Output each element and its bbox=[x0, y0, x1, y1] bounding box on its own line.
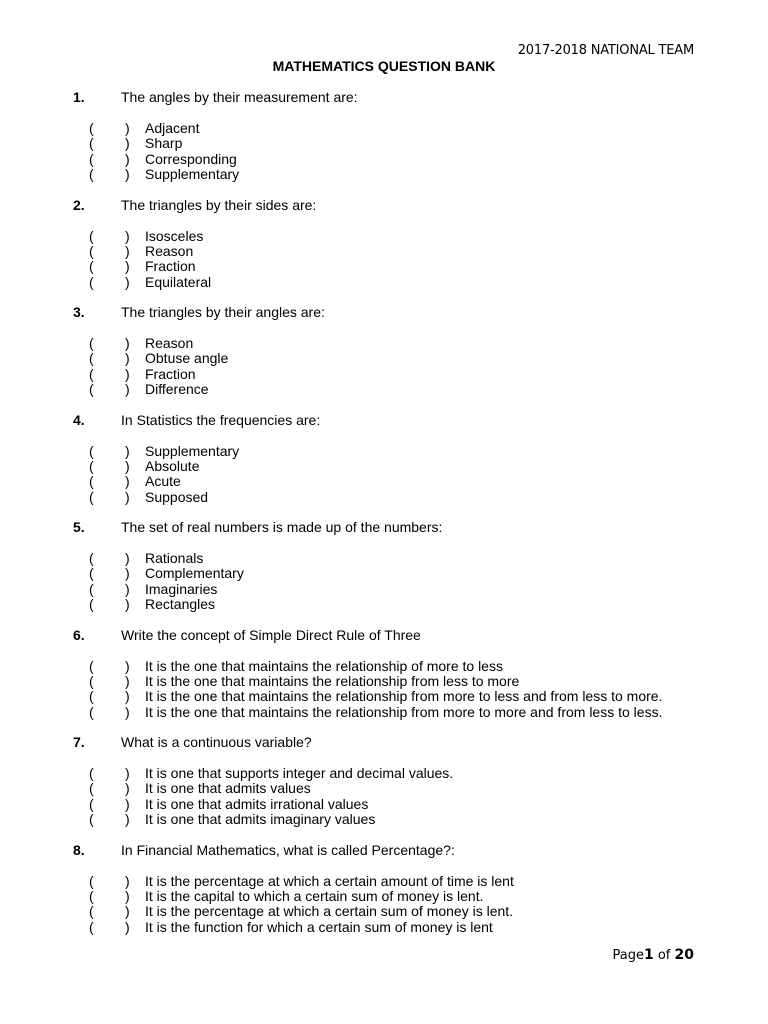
option-row[interactable] bbox=[0, 565, 768, 580]
question-text: The triangles by their angles are: bbox=[121, 304, 325, 320]
question-3 bbox=[0, 304, 768, 412]
answer-bracket-close: ) bbox=[125, 918, 130, 935]
option-text: Rectangles bbox=[145, 596, 216, 613]
answer-bracket-open: ( bbox=[89, 381, 94, 398]
option-text: It is one that admits imaginary values bbox=[145, 811, 376, 828]
question-1 bbox=[0, 89, 768, 197]
option-text: Reason bbox=[145, 242, 194, 259]
question-number: 4. bbox=[73, 411, 85, 428]
option-text: Fraction bbox=[145, 365, 196, 382]
answer-bracket-close: ) bbox=[125, 872, 130, 889]
answer-bracket-close: ) bbox=[125, 350, 130, 367]
answer-bracket-open: ( bbox=[89, 457, 94, 474]
option-text: Reason bbox=[145, 335, 194, 351]
answer-bracket-close: ) bbox=[125, 335, 130, 351]
answer-bracket-close: ) bbox=[125, 887, 130, 904]
option-row[interactable] bbox=[0, 458, 768, 473]
answer-bracket-close: ) bbox=[125, 780, 130, 797]
option-row[interactable] bbox=[0, 765, 768, 780]
option-text: Rationals bbox=[145, 550, 204, 566]
answer-bracket-close: ) bbox=[125, 565, 130, 582]
answer-bracket-open: ( bbox=[89, 903, 94, 920]
option-row[interactable] bbox=[0, 243, 768, 258]
question-header bbox=[0, 304, 768, 322]
page-label: Page bbox=[612, 948, 644, 963]
answer-bracket-close: ) bbox=[125, 381, 130, 398]
answer-bracket-close: ) bbox=[125, 227, 130, 244]
question-header bbox=[0, 519, 768, 537]
answer-bracket-open: ( bbox=[89, 242, 94, 259]
option-row[interactable] bbox=[0, 811, 768, 826]
answer-bracket-close: ) bbox=[125, 120, 130, 136]
option-row[interactable] bbox=[0, 366, 768, 381]
option-row[interactable] bbox=[0, 581, 768, 596]
option-row[interactable] bbox=[0, 919, 768, 934]
option-row[interactable] bbox=[0, 704, 768, 719]
question-number: 5. bbox=[73, 519, 85, 535]
option-row[interactable] bbox=[0, 381, 768, 396]
option-row[interactable] bbox=[0, 473, 768, 488]
option-row[interactable] bbox=[0, 903, 768, 918]
option-text: It is the one that maintains the relationship of more to less bbox=[145, 657, 503, 674]
option-row[interactable] bbox=[0, 135, 768, 150]
option-text: Supplementary bbox=[145, 442, 240, 459]
question-header bbox=[0, 842, 768, 860]
option-text: Difference bbox=[145, 381, 209, 398]
answer-bracket-open: ( bbox=[89, 887, 94, 904]
answer-bracket-close: ) bbox=[125, 258, 130, 275]
option-row[interactable] bbox=[0, 228, 768, 243]
question-8 bbox=[0, 842, 768, 950]
option-row[interactable] bbox=[0, 550, 768, 565]
answer-bracket-open: ( bbox=[89, 780, 94, 797]
page-number: 1 bbox=[643, 947, 654, 963]
option-text: Sharp bbox=[145, 135, 183, 152]
answer-bracket-close: ) bbox=[125, 242, 130, 259]
answer-bracket-open: ( bbox=[89, 120, 94, 136]
question-text: What is a continuous variable? bbox=[121, 734, 312, 750]
answer-bracket-open: ( bbox=[89, 765, 94, 781]
answer-bracket-close: ) bbox=[125, 135, 130, 152]
option-text: It is the percentage at which a certain sum of money is lent. bbox=[145, 903, 514, 920]
option-row[interactable] bbox=[0, 688, 768, 703]
option-row[interactable] bbox=[0, 873, 768, 888]
question-text: Write the concept of Simple Direct Rule of Three bbox=[121, 626, 421, 643]
option-text: It is the one that maintains the relationship from less to more bbox=[145, 672, 520, 689]
answer-bracket-close: ) bbox=[125, 688, 130, 705]
answer-bracket-open: ( bbox=[89, 580, 94, 597]
answer-bracket-open: ( bbox=[89, 872, 94, 889]
question-number: 8. bbox=[73, 841, 85, 858]
question-header bbox=[0, 734, 768, 752]
option-text: Imaginaries bbox=[145, 580, 218, 597]
question-7 bbox=[0, 734, 768, 842]
answer-bracket-open: ( bbox=[89, 166, 94, 183]
answer-bracket-open: ( bbox=[89, 135, 94, 152]
option-text: Fraction bbox=[145, 258, 196, 275]
answer-bracket-open: ( bbox=[89, 811, 94, 828]
option-row[interactable] bbox=[0, 335, 768, 350]
answer-bracket-open: ( bbox=[89, 565, 94, 582]
answer-bracket-open: ( bbox=[89, 596, 94, 613]
option-text: Supposed bbox=[145, 488, 209, 505]
question-number: 7. bbox=[73, 734, 85, 750]
answer-bracket-open: ( bbox=[89, 795, 94, 812]
option-text: Obtuse angle bbox=[145, 350, 229, 367]
answer-bracket-close: ) bbox=[125, 703, 130, 720]
option-row[interactable] bbox=[0, 120, 768, 135]
question-header bbox=[0, 412, 768, 430]
option-text: Equilateral bbox=[145, 273, 212, 290]
question-list bbox=[0, 89, 768, 949]
question-header bbox=[0, 627, 768, 645]
answer-bracket-open: ( bbox=[89, 335, 94, 351]
option-row[interactable] bbox=[0, 796, 768, 811]
answer-bracket-open: ( bbox=[89, 442, 94, 459]
option-text: Acute bbox=[145, 473, 181, 490]
answer-bracket-close: ) bbox=[125, 273, 130, 290]
header-team: 2017-2018 NATIONAL TEAM bbox=[517, 43, 694, 58]
answer-bracket-open: ( bbox=[89, 550, 94, 566]
question-number: 3. bbox=[73, 304, 85, 320]
question-text: The triangles by their sides are: bbox=[121, 196, 317, 213]
option-row[interactable] bbox=[0, 658, 768, 673]
answer-bracket-close: ) bbox=[125, 765, 130, 781]
question-6 bbox=[0, 627, 768, 735]
question-header bbox=[0, 89, 768, 107]
answer-bracket-open: ( bbox=[89, 473, 94, 490]
option-row[interactable] bbox=[0, 489, 768, 504]
option-row[interactable] bbox=[0, 673, 768, 688]
answer-bracket-open: ( bbox=[89, 365, 94, 382]
answer-bracket-close: ) bbox=[125, 657, 130, 674]
page-title: MATHEMATICS QUESTION BANK bbox=[272, 58, 496, 74]
answer-bracket-open: ( bbox=[89, 150, 94, 167]
answer-bracket-open: ( bbox=[89, 688, 94, 705]
answer-bracket-close: ) bbox=[125, 442, 130, 459]
answer-bracket-close: ) bbox=[125, 672, 130, 689]
answer-bracket-close: ) bbox=[125, 811, 130, 828]
question-number: 6. bbox=[73, 626, 85, 643]
answer-bracket-close: ) bbox=[125, 473, 130, 490]
answer-bracket-close: ) bbox=[125, 795, 130, 812]
option-row[interactable] bbox=[0, 888, 768, 903]
option-row[interactable] bbox=[0, 596, 768, 611]
question-number: 1. bbox=[73, 89, 85, 105]
answer-bracket-open: ( bbox=[89, 273, 94, 290]
option-row[interactable] bbox=[0, 443, 768, 458]
of-label: of bbox=[653, 948, 675, 963]
total-pages: 20 bbox=[674, 947, 694, 963]
question-5 bbox=[0, 519, 768, 627]
option-text: It is one that supports integer and decimal values. bbox=[145, 765, 454, 781]
answer-bracket-close: ) bbox=[125, 596, 130, 613]
option-text: Adjacent bbox=[145, 120, 200, 136]
answer-bracket-open: ( bbox=[89, 657, 94, 674]
answer-bracket-close: ) bbox=[125, 365, 130, 382]
option-text: Supplementary bbox=[145, 166, 240, 183]
answer-bracket-close: ) bbox=[125, 150, 130, 167]
answer-bracket-close: ) bbox=[125, 488, 130, 505]
question-text: The set of real numbers is made up of the numbers: bbox=[121, 519, 443, 535]
option-text: It is the one that maintains the relationship from more to more and from less to less. bbox=[145, 703, 663, 720]
question-2 bbox=[0, 197, 768, 305]
option-text: It is the capital to which a certain sum of money is lent. bbox=[145, 887, 484, 904]
option-text: It is the percentage at which a certain amount of time is lent bbox=[145, 872, 514, 889]
option-row[interactable] bbox=[0, 151, 768, 166]
answer-bracket-open: ( bbox=[89, 227, 94, 244]
answer-bracket-open: ( bbox=[89, 703, 94, 720]
page-footer bbox=[612, 947, 694, 963]
option-text: It is the function for which a certain sum of money is lent bbox=[145, 918, 493, 935]
question-text: The angles by their measurement are: bbox=[121, 89, 358, 105]
answer-bracket-open: ( bbox=[89, 488, 94, 505]
answer-bracket-close: ) bbox=[125, 903, 130, 920]
question-number: 2. bbox=[73, 196, 85, 213]
option-row[interactable] bbox=[0, 274, 768, 289]
question-4 bbox=[0, 412, 768, 520]
answer-bracket-close: ) bbox=[125, 580, 130, 597]
answer-bracket-close: ) bbox=[125, 550, 130, 566]
answer-bracket-open: ( bbox=[89, 918, 94, 935]
option-text: It is the one that maintains the relationship from more to less and from less to more. bbox=[145, 688, 663, 705]
option-text: It is one that admits irrational values bbox=[145, 795, 369, 812]
question-text: In Financial Mathematics, what is called Percentage?: bbox=[121, 841, 455, 858]
answer-bracket-close: ) bbox=[125, 166, 130, 183]
option-row[interactable] bbox=[0, 258, 768, 273]
answer-bracket-open: ( bbox=[89, 350, 94, 367]
option-row[interactable] bbox=[0, 166, 768, 181]
answer-bracket-open: ( bbox=[89, 258, 94, 275]
option-row[interactable] bbox=[0, 350, 768, 365]
option-text: Corresponding bbox=[145, 150, 237, 167]
option-text: It is one that admits values bbox=[145, 780, 311, 797]
question-header bbox=[0, 197, 768, 215]
option-text: Absolute bbox=[145, 457, 200, 474]
option-text: Isosceles bbox=[145, 227, 204, 244]
option-text: Complementary bbox=[145, 565, 244, 582]
answer-bracket-close: ) bbox=[125, 457, 130, 474]
answer-bracket-open: ( bbox=[89, 672, 94, 689]
question-text: In Statistics the frequencies are: bbox=[121, 411, 321, 428]
option-row[interactable] bbox=[0, 780, 768, 795]
